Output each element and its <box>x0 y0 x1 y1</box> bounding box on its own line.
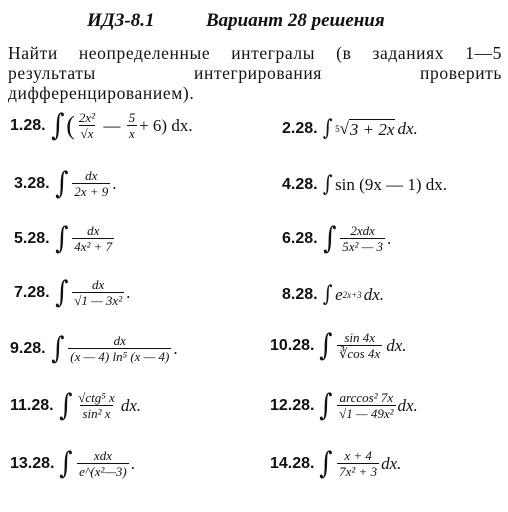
fraction: $\frac{\text{2xdx}}{\text{5x² — 3}}$ <box>342 223 383 254</box>
integral-sign: ∫ <box>59 445 73 481</box>
problem-number: 2.28. <box>282 120 318 137</box>
fraction: $\frac{dx}{\text{√1 — 3x²}}$ <box>74 277 123 308</box>
problem-number: 4.28. <box>282 176 318 193</box>
problem-number: 9.28. <box>10 339 46 357</box>
integral-sign: ∫ <box>322 282 333 307</box>
exp-base: e <box>335 285 343 304</box>
formula-tail: + 6) dx. <box>139 115 193 135</box>
integral-sign: ∫ <box>54 274 69 310</box>
problem-number: 10.28. <box>270 336 315 354</box>
paren: ( <box>66 110 75 140</box>
problem-2: 2.28. ∫ 5 √ 3 + 2x dx. <box>282 116 418 141</box>
formula-tail: dx. <box>397 395 418 415</box>
integral-sign: ∫ <box>322 220 337 256</box>
formula-tail: dx. <box>386 335 407 355</box>
integral-sign: ∫ <box>319 327 333 363</box>
problem-11 <box>10 387 142 423</box>
problem-number: 6.28. <box>282 229 318 247</box>
problem-12 <box>270 387 418 423</box>
integral-sign: ∫ <box>54 165 69 201</box>
integral-sign: ∫ <box>50 107 65 143</box>
formula-tail: dx. <box>120 395 142 415</box>
problem-4 <box>282 174 447 196</box>
integral-sign: ∫ <box>319 445 333 481</box>
integral-sign: ∫ <box>50 330 65 366</box>
problem-number: 13.28. <box>10 454 55 472</box>
integral-sign: ∫ <box>322 172 333 197</box>
fraction: $\frac{dx}{\text{(x — 4) ln⁵ (x — 4)}}$ <box>70 333 170 364</box>
problem-number: 14.28. <box>270 454 315 472</box>
problem-14 <box>270 445 402 481</box>
integral-sign: ∫ <box>58 387 73 423</box>
problem-number: 8.28. <box>282 286 318 303</box>
integral-sign: ∫ <box>319 387 333 423</box>
fraction: $\frac{\sin 4x}{∛\cos 4x}$ <box>339 330 381 361</box>
problem-number: 5.28. <box>14 229 50 247</box>
problem-8: 8.28. ∫ e 2x+3 dx. <box>282 282 384 307</box>
problem-number: 7.28. <box>14 283 50 301</box>
fraction: $\frac{x + 4}{\text{7x² + 3}}$ <box>339 448 378 479</box>
integral-sign: ∫ <box>322 116 333 141</box>
formula-tail: dx. <box>397 119 418 138</box>
problem-1 <box>10 107 193 143</box>
formula-tail: dx. <box>381 453 402 473</box>
problem-number: 12.28. <box>270 396 315 414</box>
fraction: $\frac{5}{x}$ <box>128 110 136 141</box>
integral-sign: ∫ <box>54 220 69 256</box>
problem-3: 3.28. ∫ $\frac{dx}{2x + 9}$ . <box>14 165 117 201</box>
intro-text: Найти неопределенные интегралы (в заданиях 1—5 результаты интегрирования проверить дифференцированием). <box>8 43 502 103</box>
problem-5 <box>14 220 116 256</box>
problem-number: 1.28. <box>10 116 46 134</box>
formula-tail: dx. <box>363 285 384 304</box>
problem-10 <box>270 327 407 363</box>
fraction: $\frac{\text{xdx}}{\text{e\textasciicircum{}(x²—3)}}$ <box>79 448 127 479</box>
fraction: $\frac{\text{√ctg⁵ x}}{\text{sin² x}}$ <box>78 390 115 421</box>
header-variant: Вариант 28 решения <box>206 10 385 31</box>
problem-number: 3.28. <box>14 174 50 192</box>
minus: — <box>99 115 125 135</box>
fraction: $\frac{dx}{\text{4x² + 7}}$ <box>74 223 113 254</box>
problem-number: 11.28. <box>10 396 54 414</box>
radicand: 3 + 2x <box>349 119 395 139</box>
problem-13: 13.28. ∫ $\frac{\text{xdx}}{\text{e\textasciicircum{}(x²—3)}}$ . <box>10 445 136 481</box>
fraction: $\frac{dx}{2x + 9}$ <box>74 168 109 199</box>
fraction: $\frac{\text{arccos² 7x}}{\text{√1 — 49x²}}$ <box>339 390 394 421</box>
fraction: $\frac{\text{2x²}}{√x}$ <box>78 110 96 141</box>
formula-body: sin (9x — 1) dx. <box>335 175 447 194</box>
problem-9: 9.28. ∫ $\frac{dx}{\text{(x — 4) ln⁵ (x — 4)}}$ . <box>10 330 178 366</box>
problem-6: 6.28. ∫ $\frac{\text{2xdx}}{\text{5x² — 3}}$ . <box>282 220 392 256</box>
header-idz: ИДЗ-8.1 <box>87 10 155 31</box>
problem-7: 7.28. ∫ $\frac{dx}{\text{√1 — 3x²}}$ . <box>14 274 131 310</box>
